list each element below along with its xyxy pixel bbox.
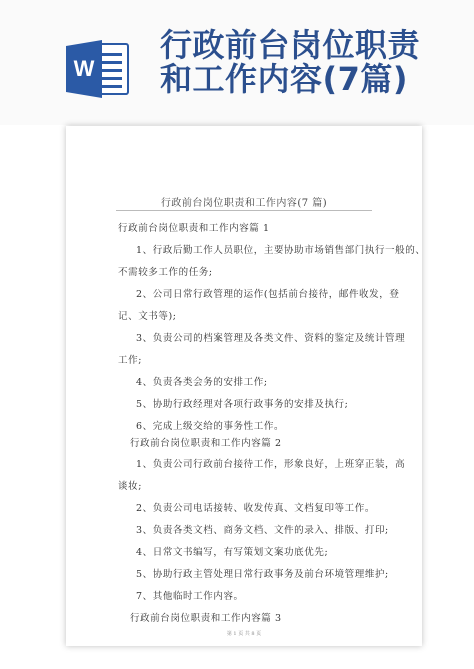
section-heading-2: 行政前台岗位职责和工作内容篇 2 <box>130 438 282 449</box>
svg-text:W: W <box>73 56 95 81</box>
text-line: 7、其他临时工作内容。 <box>136 591 244 602</box>
text-line: 4、负责各类会务的安排工作; <box>136 377 268 388</box>
document-page <box>66 126 426 646</box>
document-title <box>160 28 460 96</box>
text-line: 4、日常文书编写，有写策划文案功底优先; <box>136 547 329 558</box>
section-heading-1: 行政前台岗位职责和工作内容篇 1 <box>118 223 270 234</box>
text-line: 3、负责各类文档、商务文档、文件的录入、排版、打印; <box>136 525 389 536</box>
header-banner <box>0 0 474 125</box>
page-heading: 行政前台岗位职责和工作内容(7 篇) <box>160 198 328 209</box>
text-line: 5、协助行政主管处理日常行政事务及前台环境管理维护; <box>136 569 389 580</box>
document-title-line-1: 行政前台岗位职责 <box>160 26 421 64</box>
text-line: 记、文书等); <box>118 311 177 322</box>
text-line: 2、公司日常行政管理的运作(包括前台接待，邮件收发，登 <box>136 289 400 300</box>
text-line: 谈妆; <box>118 481 143 492</box>
section-heading-3: 行政前台岗位职责和工作内容篇 3 <box>130 613 282 624</box>
text-line: 1、行政后勤工作人员职位，主要协助市场销售部门执行一般的、 <box>136 245 426 256</box>
text-line: 5、协助行政经理对各项行政事务的安排及执行; <box>136 399 349 410</box>
word-icon <box>66 38 130 100</box>
text-line: 3、负责公司的档案管理及各类文件、资料的鉴定及统计管理 <box>136 333 406 344</box>
text-line: 1、负责公司行政前台接待工作，形象良好，上班穿正装，高 <box>136 459 406 470</box>
page-footer: 第 1 页 共 8 页 <box>226 631 262 637</box>
text-line: 工作; <box>118 355 143 366</box>
text-line: 6、完成上级交给的事务性工作。 <box>136 421 285 432</box>
text-line: 2、负责公司电话接转、收发传真、文档复印等工作。 <box>136 503 375 514</box>
heading-divider <box>116 210 372 211</box>
text-line: 不需较多工作的任务; <box>118 267 213 278</box>
document-title-line-2: 和工作内容(7篇) <box>160 60 409 98</box>
